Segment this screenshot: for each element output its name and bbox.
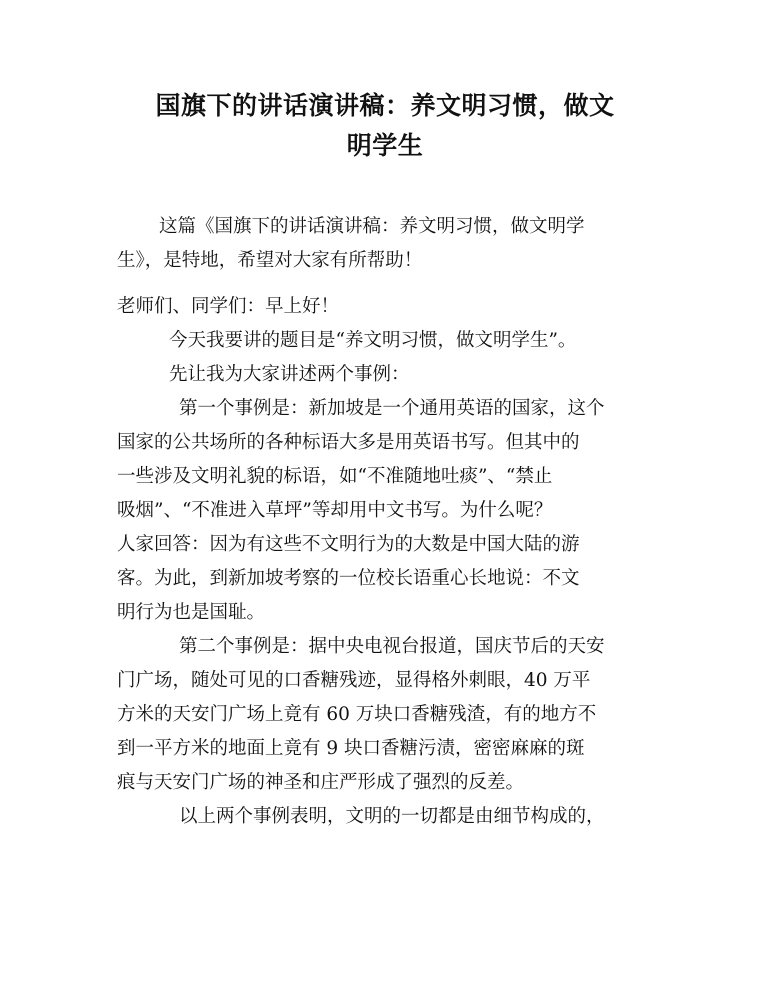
example2-line: 到一平方米的地面上竟有 9 块口香糖污渍，密密麻麻的斑 — [117, 738, 585, 759]
example2-line: 门广场，随处可见的口香糖残迹，显得格外刺眼，40 万平 — [117, 670, 591, 691]
example2-line: 第二个事例是：据中央电视台报道，国庆节后的天安 — [179, 636, 605, 657]
title-line: 国旗下的讲话演讲稿：养文明习惯，做文 — [155, 91, 615, 120]
example1-line: 明行为也是国耻。 — [117, 602, 266, 623]
example1-line: 一些涉及文明礼貌的标语，如“不准随地吐痰”、“禁止 — [117, 466, 553, 487]
example2-line: 痕与天安门广场的神圣和庄严形成了强烈的反差。 — [117, 772, 525, 793]
intro-line: 生》，是特地，希望对大家有所帮助！ — [117, 250, 423, 271]
title-line: 明学生 — [346, 131, 424, 160]
document-body — [117, 210, 662, 834]
example1-line: 客。为此，到新加坡考察的一位校长语重心长地说：不文 — [117, 568, 580, 589]
lead-paragraph: 先让我为大家讲述两个事例： — [169, 364, 410, 385]
example2-line: 方米的天安门广场上竟有 60 万块口香糖残渣，有的地方不 — [117, 704, 597, 725]
conclusion-line: 以上两个事例表明，文明的一切都是由细节构成的， — [179, 806, 605, 827]
example1-line: 吸烟”、“不准进入草坪”等却用中文书写。为什么呢？ — [117, 500, 553, 521]
intro-line: 这篇《国旗下的讲话演讲稿：养文明习惯，做文明学 — [159, 216, 585, 237]
greeting: 老师们、同学们：早上好！ — [117, 296, 340, 317]
topic-paragraph: 今天我要讲的题目是“养文明习惯，做文明学生”。 — [169, 330, 577, 351]
page-title — [110, 86, 660, 166]
example1-line: 第一个事例是：新加坡是一个通用英语的国家，这个 — [179, 398, 605, 419]
example1-line: 人家回答：因为有这些不文明行为的大数是中国大陆的游 — [117, 534, 580, 555]
example1-line: 国家的公共场所的各种标语大多是用英语书写。但其中的 — [117, 432, 580, 453]
